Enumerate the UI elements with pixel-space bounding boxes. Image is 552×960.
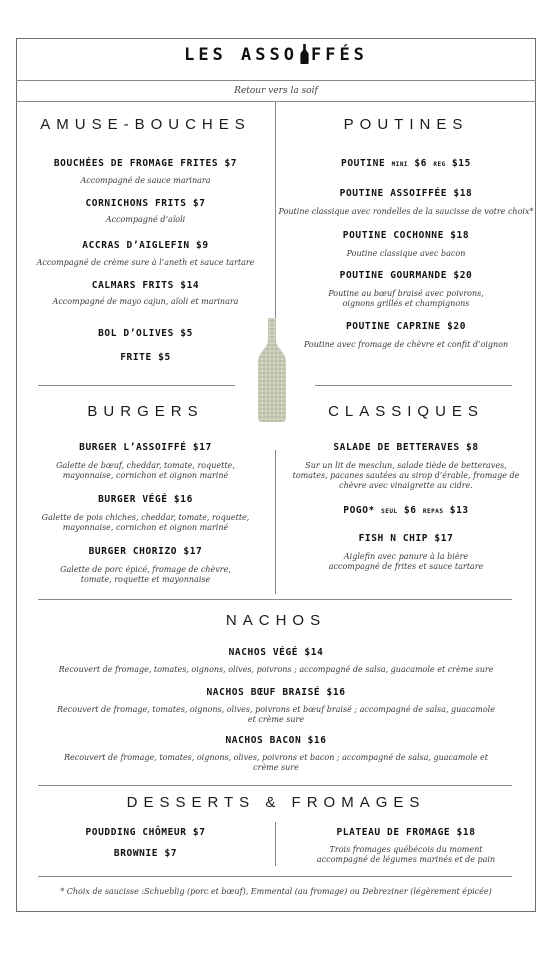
bottle-icon: [300, 44, 309, 64]
menu-item: BOL D’OLIVES $5: [98, 328, 193, 339]
item-description: Poutine avec fromage de chèvre et confit d’oignon: [303, 340, 509, 349]
menu-item: FRITE $5: [120, 352, 171, 363]
tagline-divider: [16, 101, 536, 102]
menu-item: BURGER L’ASSOIFFÉ $17: [79, 442, 212, 453]
item-description: Galette de pois chiches, cheddar, tomate, roquette,: [41, 513, 250, 522]
item-description: Recouvert de fromage, tomates, oignons, olives, poivrons ; accompagné de salsa, guacamole et crème sure: [58, 665, 494, 674]
menu-item: CALMARS FRITS $14: [91, 280, 200, 291]
menu-item: POGO* SEUL $6 REPAS $13: [343, 505, 469, 516]
item-description: Galette de bœuf, cheddar, tomate, roquette,: [56, 461, 235, 470]
rule-left-upper: [38, 385, 235, 386]
item-description: mayonnaise, cornichon et oignon mariné: [62, 523, 229, 532]
section-title-burgers: BURGERS: [87, 403, 204, 420]
item-description: Poutine au bœuf braisé avec poivrons,: [328, 289, 484, 298]
rule-nachos: [38, 599, 512, 600]
header-divider: [16, 80, 536, 81]
item-description: Recouvert de fromage, tomates, oignons, olives, poivrons et bœuf braisé ; accompagné de salsa, guacamole: [57, 705, 495, 714]
item-description: mayonnaise, cornichon et oignon mariné: [62, 471, 229, 480]
menu-item: ACCRAS D’AIGLEFIN $9: [82, 240, 209, 251]
item-description: et crème sure: [247, 715, 305, 724]
menu-item: NACHOS BŒUF BRAISÉ $16: [206, 687, 346, 698]
item-description: Recouvert de fromage, tomates, oignons, olives, poivrons et bacon ; accompagné de salsa, guacamole et: [64, 753, 488, 762]
item-description: tomates, pacanes sautées au sirop d’érable, fromage de: [292, 471, 520, 480]
section-title-amuse-bouches: AMUSE-BOUCHES: [40, 116, 251, 133]
item-description: Trois fromages québécois du moment: [329, 845, 483, 854]
tagline: Retour vers la soif: [234, 86, 318, 96]
menu-item: NACHOS VÉGÉ $14: [228, 647, 324, 658]
size-label: REPAS: [422, 508, 444, 515]
item-description: Poutine classique avec rondelles de la saucisse de votre choix*: [278, 207, 534, 216]
menu-item: POUTINE MINI $6 REG $15: [341, 158, 471, 169]
item-description: oignons grillés et champignons: [342, 299, 470, 308]
size-label: MINI: [391, 161, 409, 168]
menu-item: POUTINE COCHONNE $18: [342, 230, 470, 241]
item-description: Accompagné de crème sure à l’aneth et sauce tartare: [36, 258, 255, 267]
size-label: SEUL: [381, 508, 398, 515]
section-title-classiques: CLASSIQUES: [328, 403, 484, 420]
menu-item: BURGER CHORIZO $17: [88, 546, 203, 557]
menu-item: SALADE DE BETTERAVES $8: [333, 442, 479, 453]
menu-item: PLATEAU DE FROMAGE $18: [336, 827, 476, 838]
item-description: accompagné de légumes marinés et de pain: [316, 855, 496, 864]
brand-left: LES ASSO: [184, 45, 298, 65]
item-description: crème sure: [253, 763, 299, 772]
item-description: Accompagné d’aïoli: [105, 215, 186, 224]
menu-item: CORNICHONS FRITS $7: [85, 198, 206, 209]
item-description: Accompagné de mayo cajun, aïoli et marinara: [52, 297, 239, 306]
menu-item: POUTINE ASSOIFFÉE $18: [339, 188, 473, 199]
size-label: REG: [433, 161, 446, 168]
rule-desserts: [38, 785, 512, 786]
sausage-footnote: * Choix de saucisse :Schueblig (porc et bœuf), Emmental (au fromage) ou Debreziner (légèrement épicée): [60, 887, 492, 896]
menu-item: FISH N CHIP $17: [358, 533, 454, 544]
section-title-desserts: DESSERTS & FROMAGES: [126, 794, 426, 811]
rule-right-upper: [315, 385, 512, 386]
menu-item: BOUCHÉES DE FROMAGE FRITES $7: [53, 158, 238, 169]
section-title-poutines: POUTINES: [343, 116, 469, 133]
menu-item: BURGER VÉGÉ $16: [98, 494, 193, 505]
item-description: chèvre avec vinaigrette au cidre.: [339, 481, 473, 490]
menu-item: BROWNIE $7: [113, 848, 178, 859]
item-description: Galette de porc épicé, fromage de chèvre,: [60, 565, 231, 574]
menu-item: POUTINE GOURMANDE $20: [339, 270, 473, 281]
rule-footnote: [38, 876, 512, 877]
item-description: Poutine classique avec bacon: [346, 249, 466, 258]
brand-logo: [0, 44, 552, 65]
menu-item: POUTINE CAPRINE $20: [345, 321, 467, 332]
section-title-nachos: NACHOS: [225, 612, 327, 629]
item-description: accompagné de frites et sauce tartare: [328, 562, 484, 571]
item-description: Aiglefin avec panure à la bière: [343, 552, 469, 561]
item-description: tomate, roquette et mayonnaise: [80, 575, 211, 584]
brand-right: FFÉS: [310, 45, 368, 65]
menu-item: POUDDING CHÔMEUR $7: [85, 827, 206, 838]
menu-item: NACHOS BACON $16: [225, 735, 327, 746]
item-description: Sur un lit de mesclun, salade tiède de betteraves,: [305, 461, 507, 470]
item-description: Accompagné de sauce marinara: [80, 176, 211, 185]
